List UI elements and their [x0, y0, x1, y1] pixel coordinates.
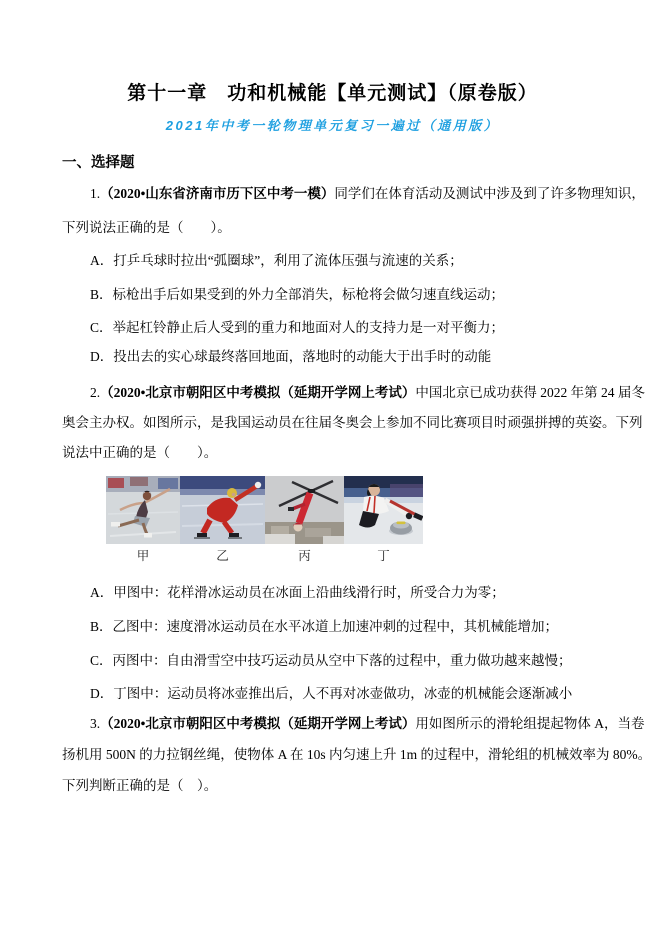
- q2-option-b: [62, 619, 603, 634]
- q2-figure-jia: [106, 476, 180, 563]
- option-label: A．: [90, 585, 114, 600]
- photo-curling: [344, 476, 423, 544]
- q2-figure-bing: [265, 476, 344, 563]
- photo-figure-skating: [106, 476, 180, 544]
- option-text: 举起杠铃静止后人受到的重力和地面对人的支持力是一对平衡力；: [112, 320, 505, 335]
- option-text: 甲图中：花样滑冰运动员在冰面上沿曲线滑行时，所受合力为零；: [113, 585, 505, 600]
- q2-figure-yi: [180, 476, 265, 563]
- figure-caption-bing: 丙: [298, 549, 311, 563]
- q3-stem-text: 用如图所示的滑轮组提起物体 A，当卷: [415, 716, 645, 731]
- option-text: 打乒乓球时拉出“弧圈球”，利用了流体压强与流速的关系；: [113, 253, 463, 268]
- q1-option-b: [62, 287, 603, 302]
- option-text: 丙图中：自由滑雪空中技巧运动员从空中下落的过程中，重力做功越来越慢；: [112, 653, 572, 668]
- option-label: B．: [90, 287, 113, 302]
- q1-stem-text: 同学们在体育活动及测试中涉及到了许多物理知识，: [334, 186, 645, 201]
- q2-figure-row: [106, 476, 603, 563]
- document-content: [0, 82, 661, 793]
- q2-stem-line1: [62, 385, 645, 400]
- option-label: D．: [90, 349, 114, 364]
- q1-source: （2020•山东省济南市历下区中考一模）: [100, 186, 335, 201]
- q3-stem-line2: 扬机用 500N 的力拉钢丝绳，使物体 A 在 10s 内匀速上升 1m 的过程中，滑轮组的机械效率为 80%。: [62, 747, 652, 762]
- q1-stem-line1: [62, 186, 645, 201]
- option-text: 乙图中：速度滑冰运动员在水平冰道上加速冲刺的过程中，其机械能增加；: [112, 619, 559, 634]
- option-label: C．: [90, 320, 113, 335]
- option-label: D．: [90, 686, 114, 701]
- q1-option-a: [62, 253, 603, 268]
- q1-number: 1.: [90, 186, 101, 201]
- figure-caption-yi: 乙: [216, 549, 229, 563]
- q2-number: 2.: [90, 385, 101, 400]
- q3-stem-line1: [62, 716, 645, 731]
- q2-stem-line3: 说法中正确的是（ ）。: [62, 445, 218, 460]
- q2-stem-line2: 奥会主办权。如图所示，是我国运动员在往届冬奥会上参加不同比赛项目时顽强拼搏的英姿。下列: [62, 415, 643, 430]
- option-text: 标枪出手后如果受到的外力全部消失，标枪将会做匀速直线运动；: [112, 287, 505, 302]
- q1-stem-line2: 下列说法正确的是（ ）。: [62, 220, 231, 235]
- section-heading: 一、选择题: [62, 155, 135, 171]
- q3-source: （2020•北京市朝阳区中考模拟（延期开学网上考试）: [100, 716, 416, 731]
- page-subtitle: 2021年中考一轮物理单元复习一遍过（通用版）: [165, 118, 500, 133]
- option-label: C．: [90, 653, 113, 668]
- option-label: A．: [90, 253, 114, 268]
- q2-option-d: [62, 686, 603, 701]
- q3-stem-line3: 下列判断正确的是（ ）。: [62, 778, 218, 793]
- option-text: 丁图中：运动员将冰壶推出后，人不再对冰壶做功，冰壶的机械能会逐渐减小: [113, 686, 573, 701]
- q2-stem-text: 中国北京已成功获得 2022 年第 24 届冬: [415, 385, 645, 400]
- option-label: B．: [90, 619, 113, 634]
- q1-option-d: [62, 349, 603, 364]
- q2-option-c: [62, 653, 603, 668]
- photo-aerial-skiing: [265, 476, 344, 544]
- figure-caption-jia: 甲: [136, 549, 150, 563]
- page-title: 第十一章 功和机械能【单元测试】（原卷版）: [127, 83, 538, 104]
- figure-caption-ding: 丁: [377, 549, 390, 563]
- q2-source: （2020•北京市朝阳区中考模拟（延期开学网上考试）: [100, 385, 416, 400]
- photo-speed-skating: [180, 476, 265, 544]
- q3-number: 3.: [90, 716, 101, 731]
- q2-figure-ding: [344, 476, 423, 563]
- q2-option-a: [62, 585, 603, 600]
- q1-option-c: [62, 320, 603, 335]
- option-text: 投出去的实心球最终落回地面，落地时的动能大于出手时的动能: [113, 349, 492, 364]
